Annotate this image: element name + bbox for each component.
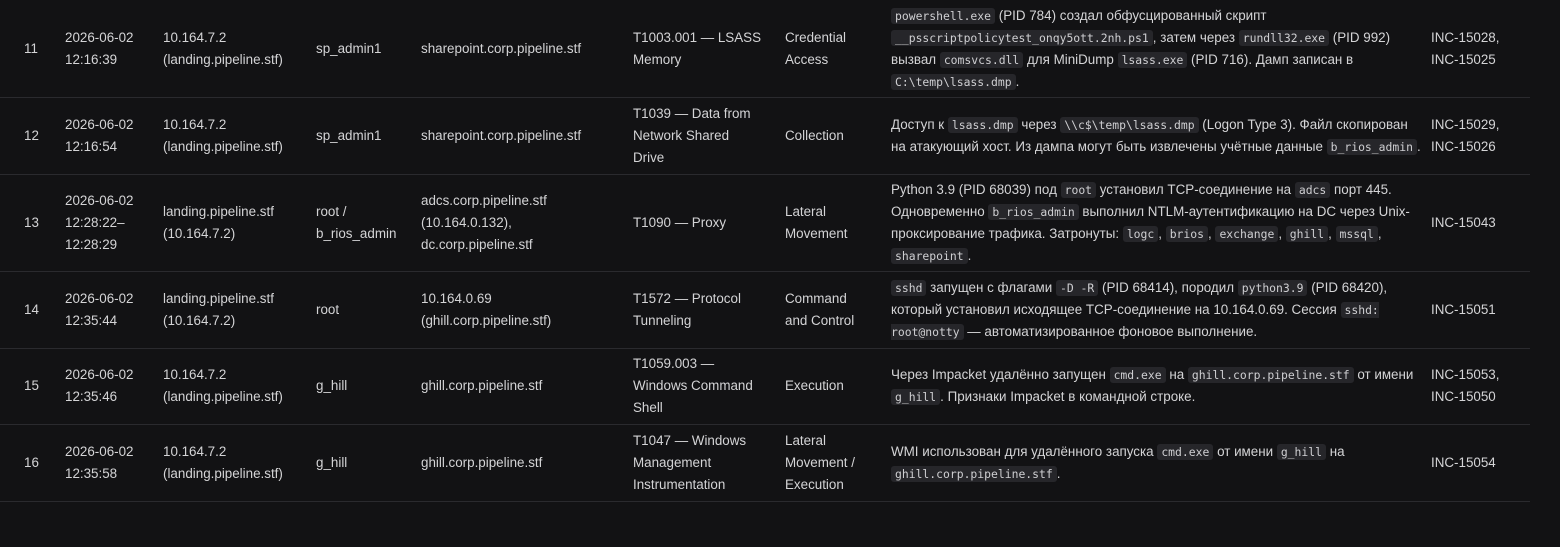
source-host-cell	[163, 424, 308, 501]
row-number: 11	[24, 40, 38, 56]
row-number-cell	[24, 0, 54, 97]
user-account-cell	[316, 348, 414, 424]
text-span: ,	[1158, 225, 1166, 241]
row-number: 16	[24, 454, 39, 470]
timestamp: 2026-06-02 12:16:54	[65, 116, 134, 154]
row-number-cell	[24, 174, 54, 271]
mitre-tactic: Lateral Movement / Execution	[785, 432, 855, 492]
destination-host-cell	[421, 424, 626, 501]
code-span: logc	[1123, 226, 1158, 242]
row-number: 14	[24, 301, 39, 317]
destination-host-cell	[421, 271, 626, 348]
event-description	[891, 277, 1423, 343]
incident-ids: INC-15029, INC-15026	[1431, 116, 1500, 154]
mitre-technique: T1090 — Proxy	[633, 214, 727, 230]
mitre-technique-cell	[633, 271, 777, 348]
text-span: WMI использован для удалённого запуска	[891, 443, 1158, 459]
text-span: установил TCP-соединение на	[1096, 181, 1295, 197]
source-host: 10.164.7.2 (landing.pipeline.stf)	[163, 443, 283, 481]
code-span: -D -R	[1056, 280, 1098, 296]
code-span: powershell.exe	[891, 8, 995, 24]
destination-host: sharepoint.corp.pipeline.stf	[421, 40, 582, 56]
text-span: , затем через	[1152, 29, 1239, 45]
event-description	[891, 364, 1423, 408]
event-description-cell	[891, 0, 1423, 97]
text-span: (PID 68420), который установил исходящее TCP-соединение на 10.164.0.69. Сессия	[891, 279, 1388, 317]
code-span: exchange	[1215, 226, 1278, 242]
code-span: ghill	[1286, 226, 1328, 242]
mitre-tactic-cell	[785, 348, 881, 424]
text-span: ,	[1328, 225, 1336, 241]
mitre-tactic-cell	[785, 424, 881, 501]
source-host-cell	[163, 271, 308, 348]
event-description-cell	[891, 97, 1423, 174]
incident-ids: INC-15054	[1431, 454, 1496, 470]
source-host-cell	[163, 174, 308, 271]
code-span: g_hill	[891, 389, 940, 405]
code-span: sharepoint	[891, 248, 968, 264]
mitre-technique-cell	[633, 174, 777, 271]
text-span: для MiniDump	[1023, 51, 1118, 67]
timestamp-cell	[65, 424, 155, 501]
text-span: . Признаки Impacket в командной строке.	[940, 389, 1196, 404]
code-span: brios	[1166, 226, 1208, 242]
destination-host-cell	[421, 97, 626, 174]
event-description	[891, 441, 1423, 485]
table-row	[0, 348, 1530, 425]
text-span: Python 3.9 (PID 68039) под	[891, 181, 1061, 197]
user-account-cell	[316, 424, 414, 501]
user-account: root	[316, 301, 340, 317]
mitre-technique-cell	[633, 97, 777, 174]
incident-ids-cell	[1431, 0, 1526, 97]
destination-host: sharepoint.corp.pipeline.stf	[421, 127, 582, 143]
destination-host-cell	[421, 0, 626, 97]
text-span: ,	[1377, 225, 1382, 241]
timestamp-cell	[65, 174, 155, 271]
text-span: (Logon Type 3). Файл скопирован на атакующий хост. Из дампа могут быть извлечены учётные данные	[891, 116, 1408, 154]
source-host: 10.164.7.2 (landing.pipeline.stf)	[163, 367, 283, 404]
timestamp: 2026-06-02 12:35:58	[65, 443, 134, 481]
mitre-tactic-cell	[785, 174, 881, 271]
incident-ids-cell	[1431, 424, 1526, 501]
text-span: ,	[1208, 225, 1216, 241]
code-span: mssql	[1336, 226, 1378, 242]
text-span: (PID 992) вызвал	[891, 29, 1391, 67]
text-span: от имени	[1353, 367, 1414, 382]
incident-ids: INC-15043	[1431, 214, 1496, 230]
user-account-cell	[316, 174, 414, 271]
incident-ids-cell	[1431, 174, 1526, 271]
text-span: запущен с флагами	[926, 279, 1056, 295]
row-number: 12	[24, 127, 39, 143]
mitre-technique: T1039 — Data from Network Shared Drive	[633, 105, 751, 165]
source-host: landing.pipeline.stf (10.164.7.2)	[163, 290, 274, 328]
text-span: .	[1416, 138, 1421, 154]
code-span: g_hill	[1277, 444, 1326, 460]
source-host-cell	[163, 348, 308, 424]
code-span: python3.9	[1238, 280, 1308, 296]
mitre-technique: T1003.001 — LSASS Memory	[633, 29, 762, 67]
text-span: через	[1017, 116, 1061, 132]
timestamp-cell	[65, 0, 155, 97]
text-span: — автоматизированное фоновое выполнение.	[963, 323, 1258, 339]
row-number: 13	[24, 214, 39, 230]
code-span: ghill.corp.pipeline.stf	[891, 466, 1057, 482]
event-description	[891, 179, 1423, 267]
incident-ids: INC-15028, INC-15025	[1431, 29, 1500, 67]
text-span: Через Impacket удалённо запущен	[891, 367, 1110, 382]
code-span: cmd.exe	[1110, 367, 1166, 383]
event-description-cell	[891, 174, 1423, 271]
event-description	[891, 5, 1423, 93]
table-row	[0, 424, 1530, 502]
text-span: на	[1165, 367, 1188, 382]
user-account-cell	[316, 97, 414, 174]
event-description-cell	[891, 348, 1423, 424]
mitre-tactic: Command and Control	[785, 290, 855, 328]
table-row	[0, 271, 1530, 349]
mitre-technique-cell	[633, 424, 777, 501]
user-account: sp_admin1	[316, 127, 382, 143]
incident-ids: INC-15051	[1431, 301, 1496, 317]
timestamp: 2026-06-02 12:35:46	[65, 367, 134, 404]
mitre-tactic-cell	[785, 0, 881, 97]
destination-host: 10.164.0.69 (ghill.corp.pipeline.stf)	[421, 290, 552, 328]
source-host-cell	[163, 0, 308, 97]
code-span: lsass.exe	[1118, 52, 1188, 68]
mitre-tactic: Lateral Movement	[785, 203, 848, 241]
text-span: Доступ к	[891, 116, 948, 132]
code-span: C:\temp\lsass.dmp	[891, 74, 1016, 90]
code-span: b_rios_admin	[1327, 139, 1417, 155]
destination-host: ghill.corp.pipeline.stf	[421, 454, 543, 470]
table-row	[0, 0, 1530, 98]
row-number-cell	[24, 348, 54, 424]
mitre-technique: T1059.003 — Windows Command Shell	[633, 356, 753, 415]
incident-ids-cell	[1431, 348, 1526, 424]
user-account: g_hill	[316, 378, 348, 393]
text-span: от имени	[1213, 443, 1277, 459]
row-number-cell	[24, 271, 54, 348]
code-span: __psscriptpolicytest_onqy5ott.2nh.ps1	[891, 30, 1153, 46]
timestamp: 2026-06-02 12:16:39	[65, 29, 134, 67]
event-description	[891, 114, 1423, 158]
mitre-technique-cell	[633, 348, 777, 424]
code-span: ghill.corp.pipeline.stf	[1188, 367, 1354, 383]
row-number-cell	[24, 97, 54, 174]
code-span: cmd.exe	[1157, 444, 1213, 460]
code-span: lsass.dmp	[948, 117, 1018, 133]
text-span: .	[1056, 465, 1061, 481]
mitre-tactic-cell	[785, 97, 881, 174]
text-span: ,	[1278, 225, 1286, 241]
user-account: root / b_rios_admin	[316, 203, 397, 241]
incident-ids-cell	[1431, 271, 1526, 348]
source-host: 10.164.7.2 (landing.pipeline.stf)	[163, 29, 283, 67]
text-span: порт 445. Одновременно	[891, 181, 1392, 219]
destination-host: adcs.corp.pipeline.stf (10.164.0.132), dc.corp.pipeline.stf	[421, 192, 547, 252]
text-span: выполнил NTLM-аутентификацию на DC через Unix-проксирование трафика. Затронуты:	[891, 203, 1410, 241]
text-span: (PID 68414), породил	[1098, 279, 1238, 295]
text-span: .	[1015, 73, 1020, 89]
code-span: adcs	[1295, 182, 1330, 198]
mitre-tactic: Collection	[785, 127, 844, 143]
code-span: sshd: root@notty	[891, 302, 1379, 339]
code-span: root	[1061, 182, 1096, 198]
mitre-tactic: Execution	[785, 378, 844, 393]
incident-ids: INC-15053, INC-15050	[1431, 367, 1500, 404]
timestamp: 2026-06-02 12:35:44	[65, 290, 134, 328]
text-span: .	[967, 247, 972, 263]
code-span: comsvcs.dll	[940, 52, 1023, 68]
code-span: \\c$\temp\lsass.dmp	[1060, 117, 1198, 133]
incident-ids-cell	[1431, 97, 1526, 174]
text-span: (PID 784) создал обфусцированный скрипт	[995, 7, 1267, 23]
event-description-cell	[891, 271, 1423, 348]
row-number: 15	[24, 378, 39, 393]
source-host: landing.pipeline.stf (10.164.7.2)	[163, 203, 274, 241]
timestamp-cell	[65, 271, 155, 348]
mitre-technique: T1572 — Protocol Tunneling	[633, 290, 741, 328]
user-account: sp_admin1	[316, 40, 382, 56]
table-row	[0, 174, 1530, 272]
table-row	[0, 97, 1530, 175]
source-host: 10.164.7.2 (landing.pipeline.stf)	[163, 116, 283, 154]
code-span: rundll32.exe	[1239, 30, 1329, 46]
destination-host-cell	[421, 174, 626, 271]
timestamp-cell	[65, 348, 155, 424]
destination-host: ghill.corp.pipeline.stf	[421, 378, 543, 393]
text-span: на	[1325, 443, 1345, 459]
mitre-technique-cell	[633, 0, 777, 97]
text-span: (PID 716). Дамп записан в	[1187, 51, 1354, 67]
event-description-cell	[891, 424, 1423, 501]
user-account: g_hill	[316, 454, 348, 470]
code-span: b_rios_admin	[988, 204, 1078, 220]
source-host-cell	[163, 97, 308, 174]
user-account-cell	[316, 0, 414, 97]
timestamp-cell	[65, 97, 155, 174]
mitre-tactic-cell	[785, 271, 881, 348]
code-span: sshd	[891, 280, 926, 296]
timestamp: 2026-06-02 12:28:22– 12:28:29	[65, 192, 134, 252]
row-number-cell	[24, 424, 54, 501]
destination-host-cell	[421, 348, 626, 424]
mitre-technique: T1047 — Windows Management Instrumentation	[633, 432, 747, 492]
mitre-tactic: Credential Access	[785, 29, 847, 67]
user-account-cell	[316, 271, 414, 348]
